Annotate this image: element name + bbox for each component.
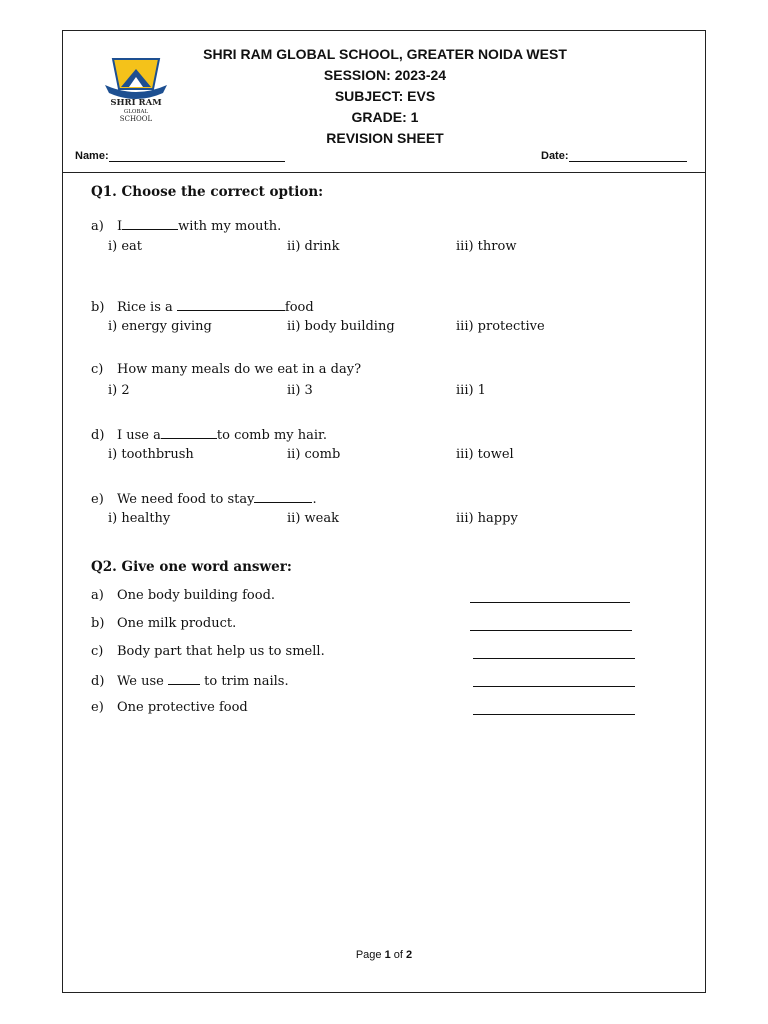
q2-title: Q2. Give one word answer: — [91, 559, 292, 575]
option[interactable]: i) healthy — [108, 511, 171, 526]
page-number: Page 1 of 2 — [355, 949, 413, 961]
option[interactable]: i) toothbrush — [108, 447, 194, 462]
date-field[interactable] — [541, 149, 687, 162]
q2-item-c: c) Body part that help us to smell. — [91, 644, 325, 659]
subject-title: SUBJECT: EVS — [334, 88, 436, 104]
option[interactable]: i) eat — [108, 239, 143, 254]
option[interactable]: ii) drink — [287, 239, 340, 254]
q1-item-c: c) How many meals do we eat in a day? — [91, 362, 362, 377]
answer-line[interactable] — [473, 685, 635, 687]
q2-item-b: b) One milk product. — [91, 616, 237, 631]
blank-line[interactable] — [161, 426, 217, 439]
q2-item-a: a) One body building food. — [91, 588, 276, 603]
logo-text-line3: SCHOOL — [119, 115, 153, 123]
logo-text-line1: SHRI RAM — [110, 98, 162, 108]
worksheet-page — [62, 30, 706, 993]
option[interactable]: iii) throw — [456, 239, 517, 254]
sheet-title: REVISION SHEET — [326, 130, 444, 146]
date-line[interactable] — [569, 149, 687, 162]
name-field[interactable] — [75, 149, 285, 162]
answer-line[interactable] — [473, 713, 635, 715]
blank-line[interactable] — [122, 217, 178, 230]
option[interactable]: ii) body building — [287, 319, 395, 334]
option[interactable]: iii) towel — [456, 447, 514, 462]
option[interactable]: iii) 1 — [456, 383, 486, 398]
name-label: Name: — [75, 150, 109, 162]
blank-line[interactable] — [254, 490, 312, 503]
q1-item-b: b) Rice is a food — [91, 300, 314, 315]
session-title: SESSION: 2023-24 — [323, 67, 447, 83]
worksheet-header — [63, 31, 705, 173]
option[interactable]: iii) happy — [456, 511, 518, 526]
answer-line[interactable] — [470, 601, 630, 603]
option[interactable]: ii) comb — [287, 447, 341, 462]
school-title: SHRI RAM GLOBAL SCHOOL, GREATER NOIDA WEST — [203, 46, 567, 62]
option[interactable]: ii) weak — [287, 511, 339, 526]
grade-title: GRADE: 1 — [351, 109, 419, 125]
blank-line[interactable] — [177, 298, 285, 311]
date-label: Date: — [541, 150, 569, 162]
q1-item-e: e) We need food to stay . — [91, 492, 317, 507]
blank-line[interactable] — [168, 672, 200, 685]
option[interactable]: i) 2 — [108, 383, 130, 398]
answer-line[interactable] — [473, 657, 635, 659]
name-line[interactable] — [109, 149, 285, 162]
q1-item-d: d) I use a to comb my hair. — [91, 428, 327, 443]
answer-line[interactable] — [470, 629, 632, 631]
q2-item-d: d) We use to trim nails. — [91, 674, 289, 689]
option[interactable]: iii) protective — [456, 319, 545, 334]
logo-text-line2: GLOBAL — [123, 109, 149, 115]
option[interactable]: i) energy giving — [108, 319, 212, 334]
q1-title: Q1. Choose the correct option: — [91, 184, 324, 200]
q1-item-a: a) I with my mouth. — [91, 219, 282, 234]
option[interactable]: ii) 3 — [287, 383, 313, 398]
q2-item-e: e) One protective food — [91, 700, 248, 715]
